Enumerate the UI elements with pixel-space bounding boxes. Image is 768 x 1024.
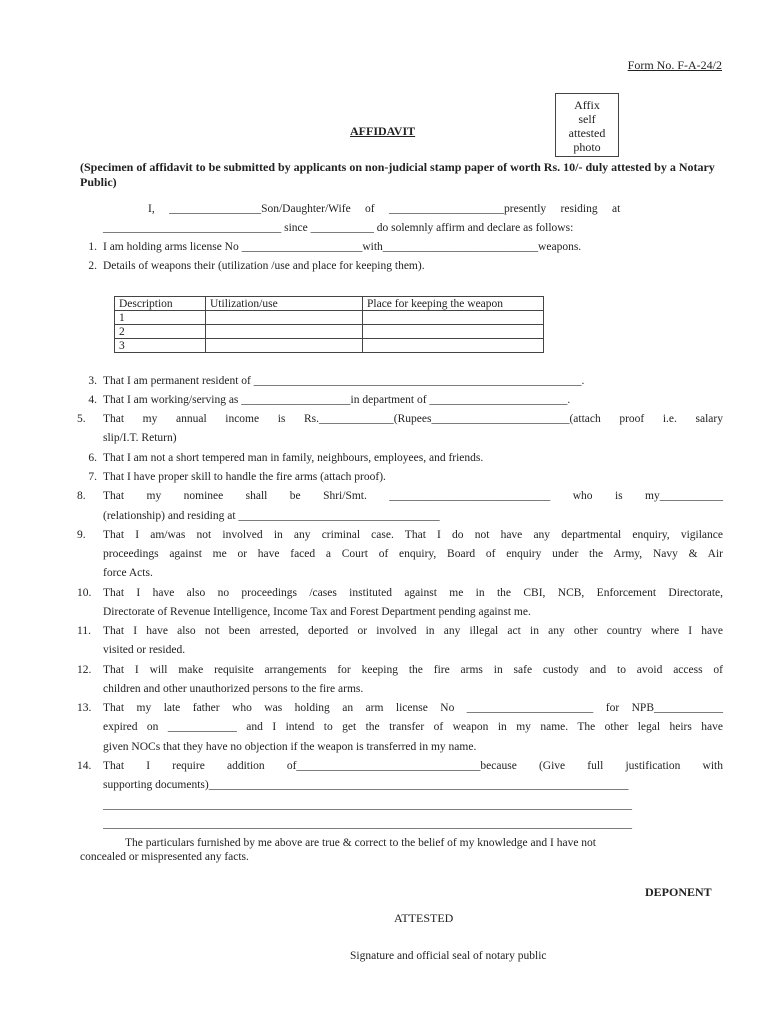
declaration-line-2: concealed or mispresented any facts.	[80, 851, 249, 863]
item-number: 11.	[77, 625, 91, 637]
item-number: 7.	[88, 471, 97, 483]
table-cell: 2	[115, 325, 206, 339]
list-item	[88, 238, 723, 257]
item-number: 3.	[88, 375, 97, 387]
item-continuation: supporting documents)_________________________________________________________________________	[103, 779, 629, 791]
photo-box-line: self	[578, 112, 596, 126]
table-row	[115, 311, 544, 325]
item-text: That I have proper skill to handle the fire arms (attach proof).	[103, 471, 386, 483]
item-text: That I am not a short tempered man in family, neighbours, employees, and friends.	[103, 452, 484, 464]
table-header-row	[115, 297, 544, 311]
form-number: Form No. F-A-24/2	[627, 58, 722, 72]
list-item	[77, 410, 723, 429]
column-header: Utilization/use	[206, 297, 363, 311]
item-text: I am holding arms license No _____________________with___________________________weapons.	[103, 241, 582, 253]
item-continuation: ____________________________________________________________________________________________	[103, 818, 632, 830]
intro-line-1: I, ________________Son/Daughter/Wife of ____________________presently residing at	[148, 203, 621, 215]
item-text: Details of weapons their (utilization /use and place for keeping them).	[103, 260, 425, 272]
item-text: That I require addition of________________________________because (Give full justification with	[103, 760, 723, 772]
item-number: 13.	[77, 702, 92, 714]
table-cell	[363, 325, 544, 339]
item-number: 14.	[77, 760, 92, 772]
item-text: That I have also no proceedings /cases instituted against me in the CBI, NCB, Enforcement Directorate,	[103, 587, 723, 599]
item-continuation: expired on ____________ and I intend to get the transfer of weapon in my name. The other legal heirs have	[103, 721, 723, 733]
item-continuation: given NOCs that they have no objection if the weapon is transferred in my name.	[103, 741, 477, 753]
table-row	[115, 339, 544, 353]
weapons-table	[114, 296, 544, 353]
table-row	[115, 325, 544, 339]
photo-box-line: attested	[568, 126, 606, 140]
item-continuation: slip/I.T. Return)	[103, 432, 177, 444]
subtitle: (Specimen of affidavit to be submitted by applicants on non-judicial stamp paper of worth Rs. 10/- duly attested by a Notary Public)	[80, 160, 715, 189]
item-text: That I am permanent resident of _________________________________________________________.	[103, 375, 585, 387]
table-cell	[363, 311, 544, 325]
list-item	[77, 526, 723, 545]
column-header: Place for keeping the weapon	[363, 297, 544, 311]
declaration-line-1: The particulars furnished by me above are true & correct to the belief of my knowledge and I have not	[125, 837, 597, 849]
item-continuation: visited or resided.	[103, 644, 186, 656]
list-item	[77, 487, 723, 506]
photo-box	[555, 93, 619, 157]
item-number: 6.	[88, 452, 97, 464]
deponent-label: DEPONENT	[645, 885, 712, 899]
list-item	[88, 468, 723, 487]
intro-line-2: _______________________________ since ___________ do solemnly affirm and declare as follows:	[103, 222, 574, 234]
list-item	[77, 622, 723, 641]
table-cell: 1	[115, 311, 206, 325]
item-number: 8.	[77, 490, 86, 502]
list-item	[88, 449, 723, 468]
signature-label: Signature and official seal of notary public	[350, 950, 547, 962]
page-title: AFFIDAVIT	[350, 124, 416, 138]
table-cell: 3	[115, 339, 206, 353]
item-text: That I am/was not involved in any criminal case. That I do not have any departmental enquiry, vigilance	[103, 529, 723, 541]
table-cell	[206, 339, 363, 353]
photo-box-line: photo	[573, 140, 601, 154]
list-item	[77, 757, 723, 776]
item-text: That I will make requisite arrangements for keeping the fire arms in safe custody and to avoid access of	[103, 664, 723, 676]
item-text: That my annual income is Rs._____________(Rupees________________________(attach proof i.e. salary	[103, 413, 723, 425]
item-number: 9.	[77, 529, 86, 541]
table-cell	[206, 325, 363, 339]
item-continuation: children and other unauthorized persons to the fire arms.	[103, 683, 364, 695]
item-continuation: force Acts.	[103, 567, 153, 579]
list-item	[77, 699, 723, 718]
column-header: Description	[115, 297, 206, 311]
item-number: 4.	[88, 394, 97, 406]
item-continuation: ____________________________________________________________________________________________	[103, 799, 632, 811]
photo-box-line: Affix	[574, 98, 600, 112]
list-item	[88, 391, 723, 410]
item-continuation: (relationship) and residing at ___________________________________	[103, 510, 440, 522]
list-item	[88, 372, 723, 391]
attested-label: ATTESTED	[394, 911, 454, 925]
list-item	[88, 257, 723, 276]
item-text: That I am working/serving as ___________________in department of ________________________.	[103, 394, 571, 406]
item-number: 1.	[88, 241, 97, 253]
item-number: 12.	[77, 664, 92, 676]
list-item	[77, 584, 723, 603]
item-number: 2.	[88, 260, 97, 272]
item-text: That my late father who was holding an arm license No ______________________ for NPB____________	[103, 702, 723, 714]
list-item	[77, 661, 723, 680]
item-number: 5.	[77, 413, 86, 425]
item-number: 10.	[77, 587, 92, 599]
table-cell	[363, 339, 544, 353]
item-continuation: Directorate of Revenue Intelligence, Income Tax and Forest Department pending against me.	[103, 606, 531, 618]
item-text: That my nominee shall be Shri/Smt. ____________________________ who is my___________	[103, 490, 723, 502]
table-cell	[206, 311, 363, 325]
item-text: That I have also not been arrested, deported or involved in any illegal act in any other country where I have	[103, 625, 723, 637]
item-continuation: proceedings against me or have faced a Court of enquiry, Board of enquiry under the Army, Navy & Air	[103, 548, 723, 560]
